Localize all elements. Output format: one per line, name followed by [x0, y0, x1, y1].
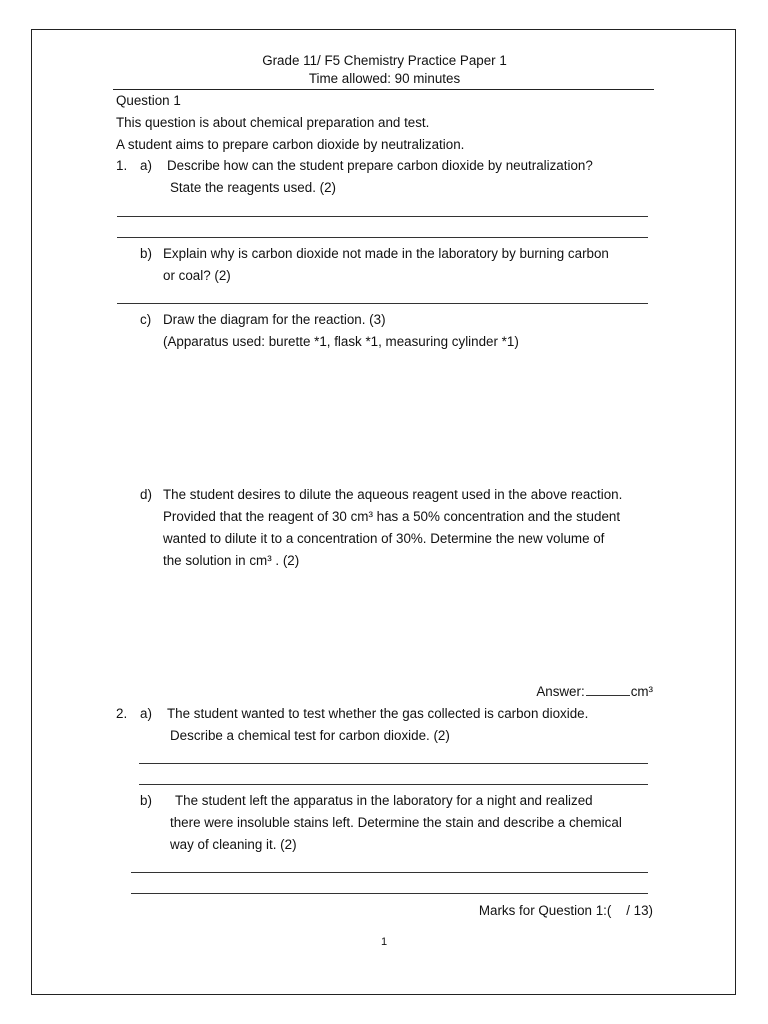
q2b-answer-line-1[interactable]: [131, 872, 648, 873]
q2-number: 2.: [116, 706, 128, 721]
q1d-text-line4: the solution in cm³ . (2): [163, 553, 300, 568]
question-intro-1: This question is about chemical preparation and test.: [116, 115, 430, 130]
q1a-answer-line-1[interactable]: [117, 216, 648, 217]
q1b-text-line1: Explain why is carbon dioxide not made in the laboratory by burning carbon: [163, 246, 609, 261]
q1a-text-line2: State the reagents used. (2): [170, 180, 336, 195]
q2b-text-line1: The student left the apparatus in the laboratory for a night and realized: [175, 793, 593, 808]
q1a-answer-line-2[interactable]: [117, 237, 648, 238]
q2a-answer-line-1[interactable]: [139, 763, 648, 764]
question-heading: Question 1: [116, 93, 181, 108]
q1d-text-line2: Provided that the reagent of 30 cm³ has a 50% concentration and the student: [163, 509, 621, 524]
q1b-text-line2: or coal? (2): [163, 268, 231, 283]
q1a-text-line1: Describe how can the student prepare carbon dioxide by neutralization?: [167, 158, 593, 173]
header-divider: [113, 89, 654, 90]
marks-summary: Marks for Question 1:( / 13): [478, 903, 653, 918]
q1a-label: a): [140, 158, 152, 173]
q2a-text-line1: The student wanted to test whether the gas collected is carbon dioxide.: [167, 706, 589, 721]
q2b-text-line3: way of cleaning it. (2): [170, 837, 297, 852]
q2a-text-line2: Describe a chemical test for carbon dioxide. (2): [170, 728, 450, 743]
page-number: 1: [380, 936, 388, 948]
q2a-label: a): [140, 706, 152, 721]
q1d-text-line3: wanted to dilute it to a concentration of 30%. Determine the new volume of: [163, 531, 605, 546]
q2b-answer-line-2[interactable]: [131, 893, 648, 894]
q1c-drawing-area[interactable]: [140, 356, 650, 482]
question-intro-2: A student aims to prepare carbon dioxide by neutralization.: [116, 137, 465, 152]
q2b-label: b): [140, 793, 152, 808]
q1d-label: d): [140, 487, 152, 502]
q1b-label: b): [140, 246, 152, 261]
answer-blank[interactable]: [586, 683, 630, 696]
q1c-text-line2: (Apparatus used: burette *1, flask *1, measuring cylinder *1): [163, 334, 519, 349]
q1-number: 1.: [116, 158, 128, 173]
q2a-answer-line-2[interactable]: [139, 784, 648, 785]
q1b-answer-line[interactable]: [117, 303, 648, 304]
q2b-text-line2: there were insoluble stains left. Determine the stain and describe a chemical: [170, 815, 622, 830]
time-allowed: Time allowed: 90 minutes: [308, 71, 461, 86]
paper-title: Grade 11/ F5 Chemistry Practice Paper 1: [262, 53, 507, 68]
q1c-text-line1: Draw the diagram for the reaction. (3): [163, 312, 386, 327]
q1d-working-area[interactable]: [140, 574, 650, 678]
answer-unit: cm³: [630, 684, 653, 699]
q1d-text-line1: The student desires to dilute the aqueous reagent used in the above reaction.: [163, 487, 623, 502]
q1c-label: c): [140, 312, 152, 327]
q1d-answer-field[interactable]: [440, 683, 653, 701]
answer-prefix: Answer:: [536, 684, 585, 699]
